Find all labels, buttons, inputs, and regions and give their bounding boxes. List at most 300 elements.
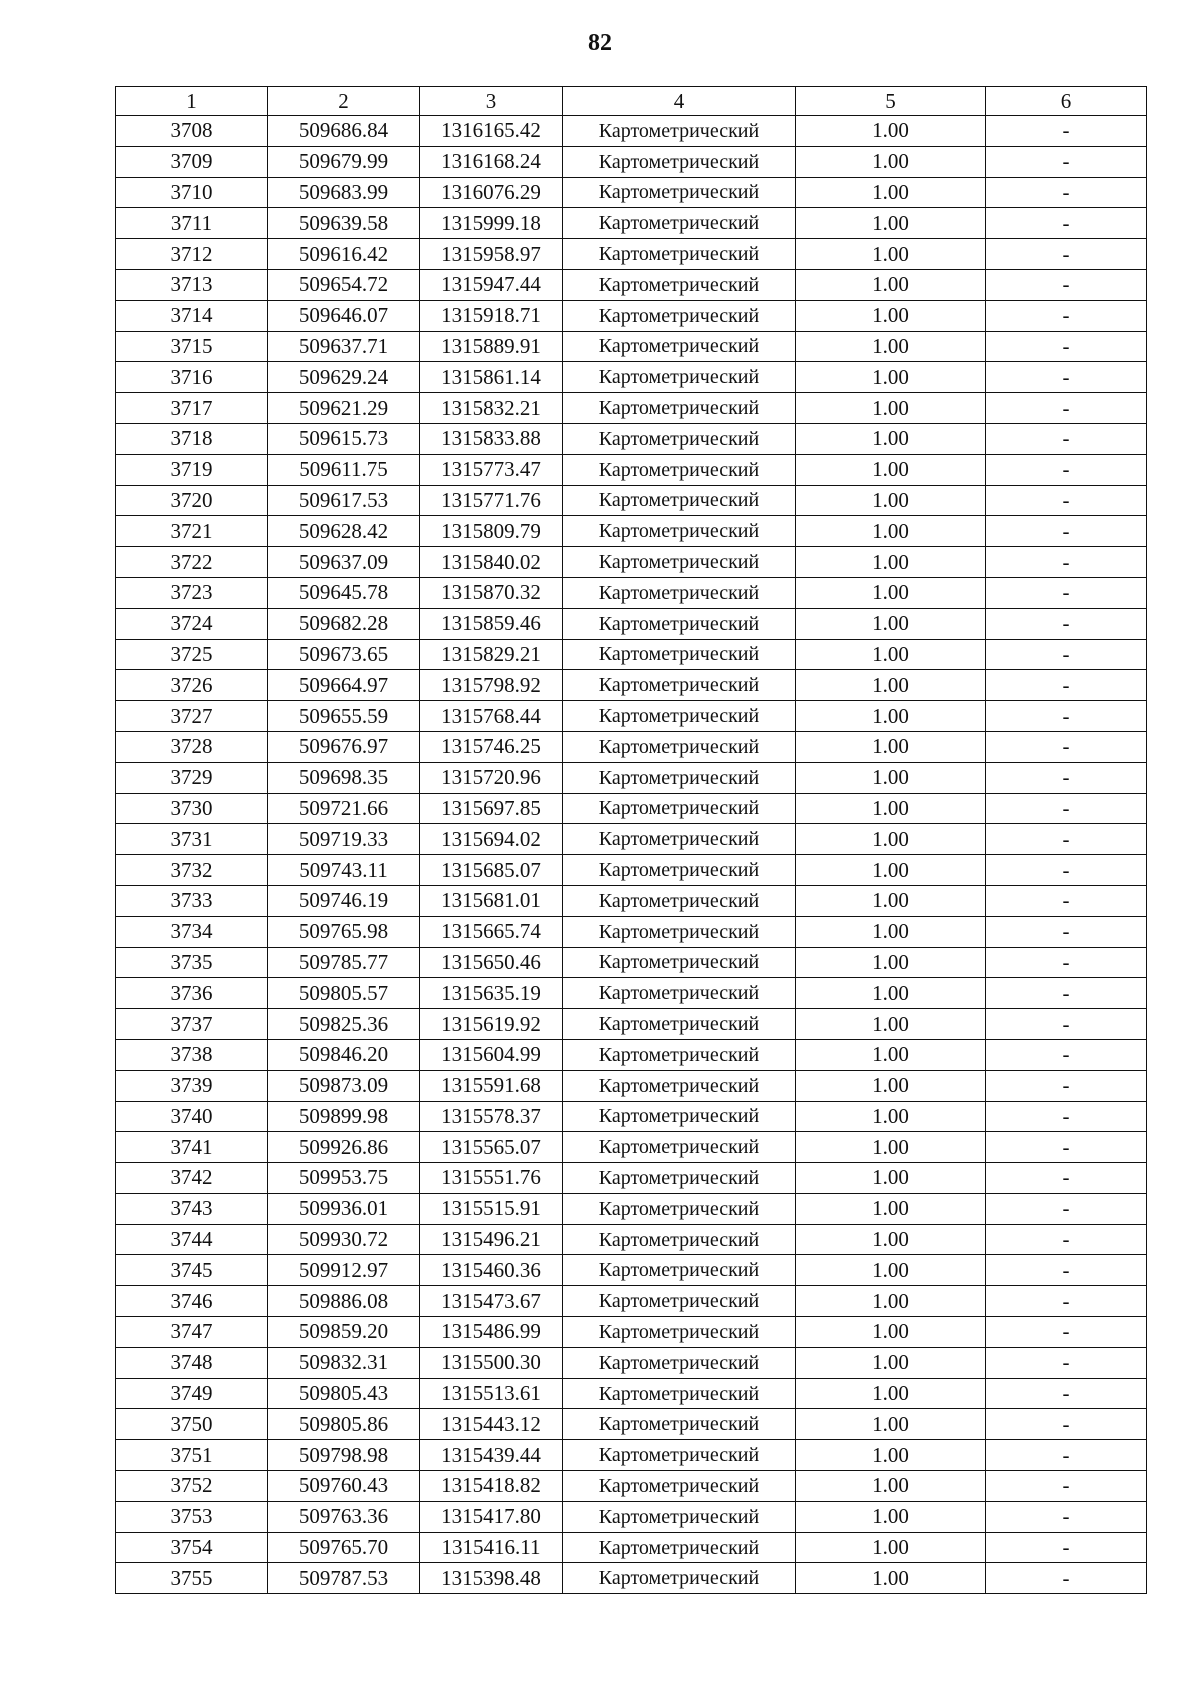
cell-accuracy: 1.00: [796, 701, 986, 732]
cell-x-coordinate: 509805.57: [268, 978, 420, 1009]
table-row: [116, 1039, 1147, 1070]
cell-y-coordinate: 1315591.68: [420, 1070, 563, 1101]
cell-y-coordinate: 1315918.71: [420, 300, 563, 331]
cell-method: Картометрический: [563, 978, 796, 1009]
cell-method: Картометрический: [563, 670, 796, 701]
cell-x-coordinate: 509679.99: [268, 146, 420, 177]
cell-method: Картометрический: [563, 701, 796, 732]
table-row: [116, 116, 1147, 147]
cell-method: Картометрический: [563, 731, 796, 762]
cell-x-coordinate: 509698.35: [268, 762, 420, 793]
coordinates-table: [115, 86, 1147, 1594]
table-row: [116, 423, 1147, 454]
cell-note: -: [986, 1409, 1147, 1440]
cell-note: -: [986, 639, 1147, 670]
cell-note: -: [986, 547, 1147, 578]
cell-method: Картометрический: [563, 393, 796, 424]
header-col-4: 4: [563, 87, 796, 116]
cell-x-coordinate: 509846.20: [268, 1039, 420, 1070]
cell-accuracy: 1.00: [796, 608, 986, 639]
cell-x-coordinate: 509859.20: [268, 1317, 420, 1348]
table-row: [116, 239, 1147, 270]
cell-x-coordinate: 509617.53: [268, 485, 420, 516]
cell-note: -: [986, 608, 1147, 639]
table-row: [116, 1070, 1147, 1101]
table-row: [116, 793, 1147, 824]
cell-note: -: [986, 300, 1147, 331]
cell-x-coordinate: 509926.86: [268, 1132, 420, 1163]
cell-y-coordinate: 1315578.37: [420, 1101, 563, 1132]
cell-note: -: [986, 116, 1147, 147]
cell-point-number: 3708: [116, 116, 268, 147]
cell-point-number: 3732: [116, 855, 268, 886]
cell-point-number: 3752: [116, 1471, 268, 1502]
cell-accuracy: 1.00: [796, 1501, 986, 1532]
cell-note: -: [986, 269, 1147, 300]
cell-y-coordinate: 1315681.01: [420, 885, 563, 916]
cell-method: Картометрический: [563, 947, 796, 978]
cell-method: Картометрический: [563, 1070, 796, 1101]
cell-note: -: [986, 423, 1147, 454]
cell-point-number: 3741: [116, 1132, 268, 1163]
table-row: [116, 393, 1147, 424]
cell-accuracy: 1.00: [796, 331, 986, 362]
cell-accuracy: 1.00: [796, 1409, 986, 1440]
cell-point-number: 3711: [116, 208, 268, 239]
cell-method: Картометрический: [563, 1193, 796, 1224]
cell-note: -: [986, 824, 1147, 855]
cell-method: Картометрический: [563, 516, 796, 547]
cell-x-coordinate: 509673.65: [268, 639, 420, 670]
table-row: [116, 855, 1147, 886]
cell-accuracy: 1.00: [796, 824, 986, 855]
cell-y-coordinate: 1315829.21: [420, 639, 563, 670]
cell-accuracy: 1.00: [796, 1070, 986, 1101]
cell-method: Картометрический: [563, 1317, 796, 1348]
cell-method: Картометрический: [563, 454, 796, 485]
cell-y-coordinate: 1315486.99: [420, 1317, 563, 1348]
cell-x-coordinate: 509912.97: [268, 1255, 420, 1286]
cell-x-coordinate: 509805.86: [268, 1409, 420, 1440]
cell-method: Картометрический: [563, 639, 796, 670]
table-body: [116, 116, 1147, 1594]
cell-x-coordinate: 509646.07: [268, 300, 420, 331]
cell-x-coordinate: 509664.97: [268, 670, 420, 701]
cell-x-coordinate: 509763.36: [268, 1501, 420, 1532]
cell-point-number: 3736: [116, 978, 268, 1009]
cell-x-coordinate: 509645.78: [268, 577, 420, 608]
cell-x-coordinate: 509785.77: [268, 947, 420, 978]
cell-point-number: 3748: [116, 1347, 268, 1378]
cell-y-coordinate: 1316076.29: [420, 177, 563, 208]
cell-point-number: 3744: [116, 1224, 268, 1255]
cell-x-coordinate: 509637.71: [268, 331, 420, 362]
cell-note: -: [986, 701, 1147, 732]
cell-x-coordinate: 509765.70: [268, 1532, 420, 1563]
cell-accuracy: 1.00: [796, 1132, 986, 1163]
cell-x-coordinate: 509676.97: [268, 731, 420, 762]
cell-method: Картометрический: [563, 269, 796, 300]
cell-y-coordinate: 1315635.19: [420, 978, 563, 1009]
table-row: [116, 1317, 1147, 1348]
table-row: [116, 1409, 1147, 1440]
cell-note: -: [986, 1440, 1147, 1471]
cell-x-coordinate: 509719.33: [268, 824, 420, 855]
cell-accuracy: 1.00: [796, 1317, 986, 1348]
cell-x-coordinate: 509686.84: [268, 116, 420, 147]
cell-accuracy: 1.00: [796, 855, 986, 886]
cell-point-number: 3728: [116, 731, 268, 762]
cell-method: Картометрический: [563, 146, 796, 177]
header-col-5: 5: [796, 87, 986, 116]
cell-point-number: 3727: [116, 701, 268, 732]
cell-x-coordinate: 509683.99: [268, 177, 420, 208]
cell-y-coordinate: 1315551.76: [420, 1163, 563, 1194]
cell-method: Картометрический: [563, 1409, 796, 1440]
table-row: [116, 947, 1147, 978]
table-row: [116, 1132, 1147, 1163]
cell-accuracy: 1.00: [796, 454, 986, 485]
cell-method: Картометрический: [563, 1039, 796, 1070]
cell-note: -: [986, 1101, 1147, 1132]
page-number: 82: [588, 30, 612, 56]
cell-accuracy: 1.00: [796, 393, 986, 424]
cell-accuracy: 1.00: [796, 1471, 986, 1502]
cell-point-number: 3721: [116, 516, 268, 547]
cell-accuracy: 1.00: [796, 239, 986, 270]
cell-accuracy: 1.00: [796, 208, 986, 239]
table-row: [116, 1532, 1147, 1563]
coordinates-table-container: [115, 86, 1146, 1594]
cell-y-coordinate: 1315768.44: [420, 701, 563, 732]
table-row: [116, 1501, 1147, 1532]
cell-accuracy: 1.00: [796, 485, 986, 516]
cell-accuracy: 1.00: [796, 577, 986, 608]
cell-note: -: [986, 1532, 1147, 1563]
cell-method: Картометрический: [563, 577, 796, 608]
cell-x-coordinate: 509930.72: [268, 1224, 420, 1255]
cell-method: Картометрический: [563, 1440, 796, 1471]
cell-y-coordinate: 1315515.91: [420, 1193, 563, 1224]
cell-note: -: [986, 762, 1147, 793]
cell-x-coordinate: 509787.53: [268, 1563, 420, 1594]
cell-accuracy: 1.00: [796, 516, 986, 547]
table-row: [116, 1347, 1147, 1378]
cell-method: Картометрический: [563, 177, 796, 208]
table-row: [116, 1255, 1147, 1286]
cell-x-coordinate: 509629.24: [268, 362, 420, 393]
cell-x-coordinate: 509953.75: [268, 1163, 420, 1194]
cell-accuracy: 1.00: [796, 670, 986, 701]
cell-note: -: [986, 516, 1147, 547]
cell-y-coordinate: 1316168.24: [420, 146, 563, 177]
cell-note: -: [986, 1347, 1147, 1378]
cell-note: -: [986, 577, 1147, 608]
cell-point-number: 3747: [116, 1317, 268, 1348]
cell-point-number: 3734: [116, 916, 268, 947]
cell-y-coordinate: 1315398.48: [420, 1563, 563, 1594]
cell-accuracy: 1.00: [796, 978, 986, 1009]
cell-note: -: [986, 1563, 1147, 1594]
cell-point-number: 3719: [116, 454, 268, 485]
cell-method: Картометрический: [563, 762, 796, 793]
table-row: [116, 516, 1147, 547]
header-col-6: 6: [986, 87, 1147, 116]
cell-note: -: [986, 362, 1147, 393]
cell-y-coordinate: 1315697.85: [420, 793, 563, 824]
cell-y-coordinate: 1315833.88: [420, 423, 563, 454]
header-col-1: 1: [116, 87, 268, 116]
cell-accuracy: 1.00: [796, 1163, 986, 1194]
cell-accuracy: 1.00: [796, 916, 986, 947]
cell-x-coordinate: 509746.19: [268, 885, 420, 916]
table-row: [116, 177, 1147, 208]
header-row: [116, 87, 1147, 116]
cell-method: Картометрический: [563, 1347, 796, 1378]
cell-x-coordinate: 509639.58: [268, 208, 420, 239]
table-row: [116, 701, 1147, 732]
cell-y-coordinate: 1315496.21: [420, 1224, 563, 1255]
cell-note: -: [986, 1224, 1147, 1255]
cell-accuracy: 1.00: [796, 1009, 986, 1040]
header-col-2: 2: [268, 87, 420, 116]
cell-point-number: 3709: [116, 146, 268, 177]
cell-note: -: [986, 793, 1147, 824]
cell-method: Картометрический: [563, 793, 796, 824]
cell-y-coordinate: 1315439.44: [420, 1440, 563, 1471]
cell-point-number: 3718: [116, 423, 268, 454]
cell-method: Картометрический: [563, 1286, 796, 1317]
cell-note: -: [986, 331, 1147, 362]
cell-point-number: 3751: [116, 1440, 268, 1471]
cell-y-coordinate: 1315417.80: [420, 1501, 563, 1532]
cell-note: -: [986, 1501, 1147, 1532]
table-row: [116, 331, 1147, 362]
table-row: [116, 608, 1147, 639]
cell-method: Картометрический: [563, 1532, 796, 1563]
table-row: [116, 1471, 1147, 1502]
cell-method: Картометрический: [563, 423, 796, 454]
cell-y-coordinate: 1315665.74: [420, 916, 563, 947]
cell-point-number: 3749: [116, 1378, 268, 1409]
cell-accuracy: 1.00: [796, 116, 986, 147]
cell-method: Картометрический: [563, 824, 796, 855]
cell-y-coordinate: 1315720.96: [420, 762, 563, 793]
cell-note: -: [986, 1132, 1147, 1163]
cell-point-number: 3745: [116, 1255, 268, 1286]
cell-y-coordinate: 1316165.42: [420, 116, 563, 147]
cell-accuracy: 1.00: [796, 731, 986, 762]
cell-method: Картометрический: [563, 239, 796, 270]
cell-x-coordinate: 509886.08: [268, 1286, 420, 1317]
cell-y-coordinate: 1315771.76: [420, 485, 563, 516]
cell-point-number: 3750: [116, 1409, 268, 1440]
cell-y-coordinate: 1315861.14: [420, 362, 563, 393]
cell-accuracy: 1.00: [796, 1255, 986, 1286]
cell-method: Картометрический: [563, 1563, 796, 1594]
cell-method: Картометрический: [563, 331, 796, 362]
cell-x-coordinate: 509654.72: [268, 269, 420, 300]
cell-x-coordinate: 509611.75: [268, 454, 420, 485]
cell-y-coordinate: 1315565.07: [420, 1132, 563, 1163]
cell-note: -: [986, 916, 1147, 947]
cell-point-number: 3710: [116, 177, 268, 208]
cell-y-coordinate: 1315500.30: [420, 1347, 563, 1378]
cell-accuracy: 1.00: [796, 269, 986, 300]
cell-x-coordinate: 509628.42: [268, 516, 420, 547]
cell-y-coordinate: 1315832.21: [420, 393, 563, 424]
cell-method: Картометрический: [563, 485, 796, 516]
cell-y-coordinate: 1315473.67: [420, 1286, 563, 1317]
cell-method: Картометрический: [563, 300, 796, 331]
cell-accuracy: 1.00: [796, 1039, 986, 1070]
cell-x-coordinate: 509655.59: [268, 701, 420, 732]
cell-point-number: 3737: [116, 1009, 268, 1040]
cell-y-coordinate: 1315773.47: [420, 454, 563, 485]
table-row: [116, 577, 1147, 608]
cell-y-coordinate: 1315958.97: [420, 239, 563, 270]
cell-note: -: [986, 1286, 1147, 1317]
cell-note: -: [986, 454, 1147, 485]
cell-note: -: [986, 177, 1147, 208]
cell-method: Картометрический: [563, 1255, 796, 1286]
cell-point-number: 3739: [116, 1070, 268, 1101]
cell-accuracy: 1.00: [796, 177, 986, 208]
table-row: [116, 269, 1147, 300]
table-row: [116, 885, 1147, 916]
cell-accuracy: 1.00: [796, 1532, 986, 1563]
cell-note: -: [986, 146, 1147, 177]
cell-accuracy: 1.00: [796, 885, 986, 916]
table-row: [116, 485, 1147, 516]
cell-y-coordinate: 1315889.91: [420, 331, 563, 362]
cell-point-number: 3753: [116, 1501, 268, 1532]
cell-method: Картометрический: [563, 547, 796, 578]
cell-note: -: [986, 239, 1147, 270]
cell-method: Картометрический: [563, 608, 796, 639]
cell-x-coordinate: 509873.09: [268, 1070, 420, 1101]
table-row: [116, 1163, 1147, 1194]
cell-method: Картометрический: [563, 116, 796, 147]
cell-note: -: [986, 485, 1147, 516]
cell-note: -: [986, 855, 1147, 886]
cell-accuracy: 1.00: [796, 146, 986, 177]
cell-y-coordinate: 1315947.44: [420, 269, 563, 300]
cell-point-number: 3731: [116, 824, 268, 855]
table-row: [116, 300, 1147, 331]
cell-accuracy: 1.00: [796, 1224, 986, 1255]
cell-point-number: 3724: [116, 608, 268, 639]
cell-point-number: 3717: [116, 393, 268, 424]
table-row: [116, 547, 1147, 578]
table-row: [116, 362, 1147, 393]
cell-note: -: [986, 670, 1147, 701]
cell-accuracy: 1.00: [796, 762, 986, 793]
cell-point-number: 3735: [116, 947, 268, 978]
cell-y-coordinate: 1315999.18: [420, 208, 563, 239]
cell-point-number: 3726: [116, 670, 268, 701]
cell-accuracy: 1.00: [796, 639, 986, 670]
cell-y-coordinate: 1315418.82: [420, 1471, 563, 1502]
cell-note: -: [986, 885, 1147, 916]
cell-x-coordinate: 509721.66: [268, 793, 420, 824]
cell-note: -: [986, 1009, 1147, 1040]
cell-method: Картометрический: [563, 208, 796, 239]
cell-y-coordinate: 1315650.46: [420, 947, 563, 978]
cell-note: -: [986, 1255, 1147, 1286]
cell-note: -: [986, 978, 1147, 1009]
table-row: [116, 146, 1147, 177]
cell-accuracy: 1.00: [796, 1101, 986, 1132]
cell-y-coordinate: 1315694.02: [420, 824, 563, 855]
cell-note: -: [986, 731, 1147, 762]
cell-point-number: 3720: [116, 485, 268, 516]
cell-x-coordinate: 509637.09: [268, 547, 420, 578]
cell-x-coordinate: 509825.36: [268, 1009, 420, 1040]
cell-x-coordinate: 509832.31: [268, 1347, 420, 1378]
cell-y-coordinate: 1315746.25: [420, 731, 563, 762]
table-row: [116, 1378, 1147, 1409]
cell-note: -: [986, 1471, 1147, 1502]
cell-accuracy: 1.00: [796, 1378, 986, 1409]
cell-accuracy: 1.00: [796, 947, 986, 978]
cell-point-number: 3730: [116, 793, 268, 824]
table-row: [116, 639, 1147, 670]
cell-point-number: 3729: [116, 762, 268, 793]
table-row: [116, 978, 1147, 1009]
cell-note: -: [986, 947, 1147, 978]
table-row: [116, 1224, 1147, 1255]
table-row: [116, 208, 1147, 239]
cell-point-number: 3733: [116, 885, 268, 916]
table-row: [116, 1009, 1147, 1040]
cell-accuracy: 1.00: [796, 1286, 986, 1317]
cell-accuracy: 1.00: [796, 1347, 986, 1378]
cell-accuracy: 1.00: [796, 362, 986, 393]
table-row: [116, 916, 1147, 947]
table-row: [116, 454, 1147, 485]
cell-point-number: 3742: [116, 1163, 268, 1194]
cell-x-coordinate: 509798.98: [268, 1440, 420, 1471]
table-row: [116, 731, 1147, 762]
table-row: [116, 1440, 1147, 1471]
cell-y-coordinate: 1315685.07: [420, 855, 563, 886]
table-row: [116, 1286, 1147, 1317]
cell-method: Картометрический: [563, 916, 796, 947]
cell-point-number: 3713: [116, 269, 268, 300]
cell-note: -: [986, 1070, 1147, 1101]
cell-point-number: 3715: [116, 331, 268, 362]
header-col-3: 3: [420, 87, 563, 116]
cell-y-coordinate: 1315840.02: [420, 547, 563, 578]
cell-point-number: 3746: [116, 1286, 268, 1317]
table-row: [116, 1563, 1147, 1594]
cell-point-number: 3712: [116, 239, 268, 270]
cell-note: -: [986, 1317, 1147, 1348]
table-row: [116, 824, 1147, 855]
cell-x-coordinate: 509765.98: [268, 916, 420, 947]
cell-y-coordinate: 1315604.99: [420, 1039, 563, 1070]
cell-point-number: 3738: [116, 1039, 268, 1070]
cell-x-coordinate: 509936.01: [268, 1193, 420, 1224]
cell-note: -: [986, 1193, 1147, 1224]
cell-method: Картометрический: [563, 1224, 796, 1255]
cell-y-coordinate: 1315870.32: [420, 577, 563, 608]
cell-x-coordinate: 509615.73: [268, 423, 420, 454]
table-header: [116, 87, 1147, 116]
table-row: [116, 1101, 1147, 1132]
cell-x-coordinate: 509899.98: [268, 1101, 420, 1132]
